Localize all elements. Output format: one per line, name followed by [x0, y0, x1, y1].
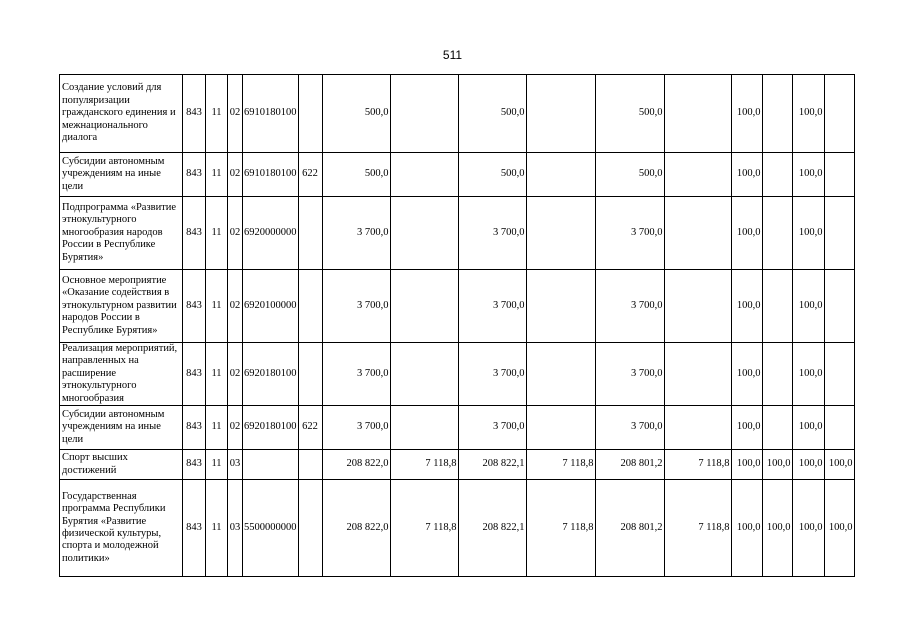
amount-2 — [390, 153, 458, 197]
target-article-code: 6920180100 — [243, 343, 299, 406]
grbs-code: 843 — [183, 480, 206, 577]
percent-4 — [824, 75, 854, 153]
grbs-code: 843 — [183, 153, 206, 197]
target-article-code: 5500000000 — [243, 480, 299, 577]
percent-2: 100,0 — [762, 480, 792, 577]
amount-1: 208 822,0 — [322, 480, 390, 577]
target-article-code — [243, 450, 299, 480]
amount-1: 208 822,0 — [322, 450, 390, 480]
amount-3: 3 700,0 — [458, 343, 526, 406]
percent-3: 100,0 — [792, 450, 824, 480]
grbs-code: 843 — [183, 406, 206, 450]
amount-4 — [526, 343, 595, 406]
amount-3: 3 700,0 — [458, 406, 526, 450]
row-name: Подпрограмма «Развитие этнокультурного многообразия народов России в Республике Бурятия» — [60, 197, 183, 270]
amount-4 — [526, 75, 595, 153]
grbs-code: 843 — [183, 197, 206, 270]
percent-4 — [824, 153, 854, 197]
percent-2 — [762, 75, 792, 153]
section-code: 11 — [206, 75, 228, 153]
row-name: Государственная программа Республики Бурятия «Развитие физической культуры, спорта и молодежной политики» — [60, 480, 183, 577]
table-row — [60, 270, 855, 343]
row-name: Реализация мероприятий, направленных на расширение этнокультурного многообразия — [60, 343, 183, 406]
percent-4: 100,0 — [824, 450, 854, 480]
amount-3: 208 822,1 — [458, 480, 526, 577]
section-code: 11 — [206, 406, 228, 450]
amount-5: 3 700,0 — [595, 343, 664, 406]
subsection-code: 02 — [228, 343, 243, 406]
grbs-code: 843 — [183, 75, 206, 153]
section-code: 11 — [206, 343, 228, 406]
amount-1: 3 700,0 — [322, 406, 390, 450]
row-name: Основное мероприятие «Оказание содействия в этнокультурном развитии народов России в Республике Бурятия» — [60, 270, 183, 343]
percent-3: 100,0 — [792, 343, 824, 406]
amount-6 — [664, 270, 731, 343]
row-name: Создание условий для популяризации гражданского единения и межнационального диалога — [60, 75, 183, 153]
subsection-code: 02 — [228, 270, 243, 343]
amount-3: 208 822,1 — [458, 450, 526, 480]
target-article-code: 6920180100 — [243, 406, 299, 450]
percent-1: 100,0 — [731, 153, 762, 197]
row-name: Спорт высших достижений — [60, 450, 183, 480]
expense-type-code — [298, 450, 322, 480]
section-code: 11 — [206, 480, 228, 577]
expense-type-code — [298, 480, 322, 577]
amount-5: 500,0 — [595, 153, 664, 197]
amount-4: 7 118,8 — [526, 450, 595, 480]
amount-2 — [390, 343, 458, 406]
amount-6 — [664, 153, 731, 197]
page-number: 511 — [442, 48, 463, 62]
amount-2 — [390, 270, 458, 343]
amount-6 — [664, 197, 731, 270]
subsection-code: 03 — [228, 480, 243, 577]
expense-type-code — [298, 270, 322, 343]
percent-1: 100,0 — [731, 343, 762, 406]
table-row — [60, 75, 855, 153]
amount-2 — [390, 406, 458, 450]
target-article-code: 6920100000 — [243, 270, 299, 343]
table-row — [60, 406, 855, 450]
amount-6 — [664, 406, 731, 450]
percent-3: 100,0 — [792, 406, 824, 450]
expense-type-code: 622 — [298, 406, 322, 450]
amount-5: 208 801,2 — [595, 480, 664, 577]
percent-1: 100,0 — [731, 75, 762, 153]
percent-3: 100,0 — [792, 153, 824, 197]
percent-2 — [762, 197, 792, 270]
percent-1: 100,0 — [731, 406, 762, 450]
target-article-code: 6920000000 — [243, 197, 299, 270]
amount-5: 3 700,0 — [595, 406, 664, 450]
amount-6: 7 118,8 — [664, 480, 731, 577]
amount-1: 3 700,0 — [322, 343, 390, 406]
amount-6 — [664, 75, 731, 153]
grbs-code: 843 — [183, 450, 206, 480]
target-article-code: 6910180100 — [243, 153, 299, 197]
section-code: 11 — [206, 153, 228, 197]
budget-table — [59, 74, 855, 577]
amount-3: 500,0 — [458, 75, 526, 153]
percent-4 — [824, 197, 854, 270]
section-code: 11 — [206, 197, 228, 270]
amount-5: 3 700,0 — [595, 270, 664, 343]
amount-4 — [526, 270, 595, 343]
amount-2 — [390, 75, 458, 153]
percent-2 — [762, 153, 792, 197]
amount-1: 500,0 — [322, 75, 390, 153]
percent-3: 100,0 — [792, 197, 824, 270]
amount-4 — [526, 406, 595, 450]
amount-4 — [526, 197, 595, 270]
expense-type-code: 622 — [298, 153, 322, 197]
table-row — [60, 153, 855, 197]
amount-2: 7 118,8 — [390, 450, 458, 480]
row-name: Субсидии автономным учреждениям на иные цели — [60, 406, 183, 450]
table-row — [60, 450, 855, 480]
percent-4 — [824, 343, 854, 406]
amount-1: 3 700,0 — [322, 197, 390, 270]
table-row — [60, 480, 855, 577]
expense-type-code — [298, 343, 322, 406]
amount-1: 3 700,0 — [322, 270, 390, 343]
amount-3: 3 700,0 — [458, 270, 526, 343]
percent-2 — [762, 343, 792, 406]
amount-5: 208 801,2 — [595, 450, 664, 480]
amount-2 — [390, 197, 458, 270]
row-name: Субсидии автономным учреждениям на иные цели — [60, 153, 183, 197]
amount-6 — [664, 343, 731, 406]
percent-4: 100,0 — [824, 480, 854, 577]
section-code: 11 — [206, 270, 228, 343]
percent-3: 100,0 — [792, 270, 824, 343]
subsection-code: 02 — [228, 197, 243, 270]
amount-1: 500,0 — [322, 153, 390, 197]
expense-type-code — [298, 75, 322, 153]
percent-3: 100,0 — [792, 75, 824, 153]
percent-4 — [824, 406, 854, 450]
subsection-code: 02 — [228, 153, 243, 197]
subsection-code: 02 — [228, 406, 243, 450]
percent-3: 100,0 — [792, 480, 824, 577]
percent-1: 100,0 — [731, 480, 762, 577]
amount-4 — [526, 153, 595, 197]
percent-2 — [762, 270, 792, 343]
table-row — [60, 343, 855, 406]
amount-6: 7 118,8 — [664, 450, 731, 480]
percent-2 — [762, 406, 792, 450]
percent-4 — [824, 270, 854, 343]
table-row — [60, 197, 855, 270]
grbs-code: 843 — [183, 343, 206, 406]
amount-3: 500,0 — [458, 153, 526, 197]
target-article-code: 6910180100 — [243, 75, 299, 153]
amount-2: 7 118,8 — [390, 480, 458, 577]
percent-1: 100,0 — [731, 270, 762, 343]
expense-type-code — [298, 197, 322, 270]
amount-3: 3 700,0 — [458, 197, 526, 270]
grbs-code: 843 — [183, 270, 206, 343]
percent-1: 100,0 — [731, 450, 762, 480]
percent-1: 100,0 — [731, 197, 762, 270]
amount-5: 3 700,0 — [595, 197, 664, 270]
amount-5: 500,0 — [595, 75, 664, 153]
amount-4: 7 118,8 — [526, 480, 595, 577]
section-code: 11 — [206, 450, 228, 480]
subsection-code: 02 — [228, 75, 243, 153]
subsection-code: 03 — [228, 450, 243, 480]
percent-2: 100,0 — [762, 450, 792, 480]
